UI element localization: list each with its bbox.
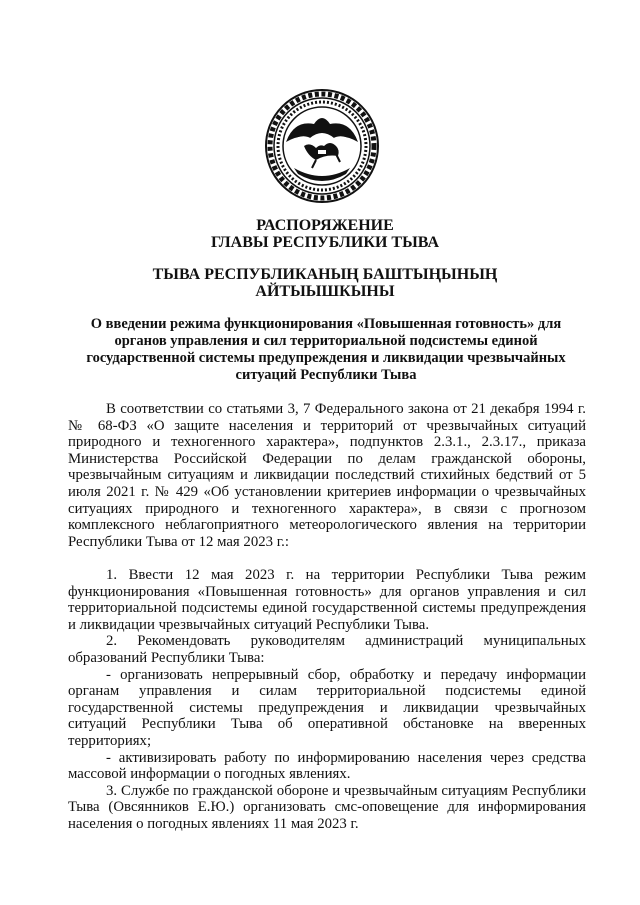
- item-2-sub-1: - организовать непрерывный сбор, обработку и передачу информации органам управления и силам территориальной подсистемы единой государственной системы предупреждения и ликвидации чрезвычайных ситуаций Республики Тыва об оперативной обстановке на вверенных территориях;: [68, 666, 586, 749]
- intro-text: В соответствии со статьями 3, 7 Федерального закона от 21 декабря 1994 г. № 68-ФЗ «О защите населения и территорий от чрезвычайных ситуаций природного и техногенного характера», подпунктов 2.3.1., 2.3.17., приказа Министерства Российской Федерации по делам гражданской обороны, чрезвычайным ситуациям и ликвидации последствий стихийных бедствий от 5 июля 2021 г. № 429 «Об установлении критериев информации о чрезвычайных ситуациях природного и техногенного характера», в связи с прогнозом комплексного неблагоприятного метеорологического явления на территории Республики Тыва от 12 мая 2023 г.:: [68, 401, 586, 550]
- item-1: 1. Ввести 12 мая 2023 г. на территории Республики Тыва режим функционирования «Повышенная готовность» для органов управления и сил территориальной подсистемы единой государственной системы предупреждения и ликвидации чрезвычайных ситуаций Республики Тыва.: [68, 567, 586, 633]
- item-3: 3. Службе по гражданской обороне и чрезвычайным ситуациям Республики Тыва (Овсянников Е.Ю.) организовать смс-оповещение для информирования населения о погодных явлениях 11 мая 2023 г.: [68, 782, 586, 832]
- item-2-sub-2: - активизировать работу по информированию населения через средства массовой информации о погодных явлениях.: [68, 749, 586, 783]
- document-subject: О введении режима функционирования «Повышенная готовность» для органов управления и сил территориальной подсистемы единой государственной системы предупреждения и ликвидации чрезвычайных ситуаций Республики Тыва: [86, 316, 566, 383]
- document-issuer: ГЛАВЫ РЕСПУБЛИКИ ТЫВА: [210, 234, 439, 251]
- document-title: РАСПОРЯЖЕНИЕ: [256, 217, 394, 234]
- tuvan-title-line2: АЙТЫЫШКЫНЫ: [255, 283, 395, 300]
- coat-of-arms-emblem: [264, 88, 380, 204]
- decree-items: [68, 567, 586, 833]
- item-2: 2. Рекомендовать руководителям администраций муниципальных образований Республики Тыва:: [68, 633, 586, 666]
- tuvan-title-line1: ТЫВА РЕСПУБЛИКАНЫҢ БАШТЫҢЫНЫҢ: [152, 266, 498, 283]
- intro-paragraph: [68, 401, 586, 550]
